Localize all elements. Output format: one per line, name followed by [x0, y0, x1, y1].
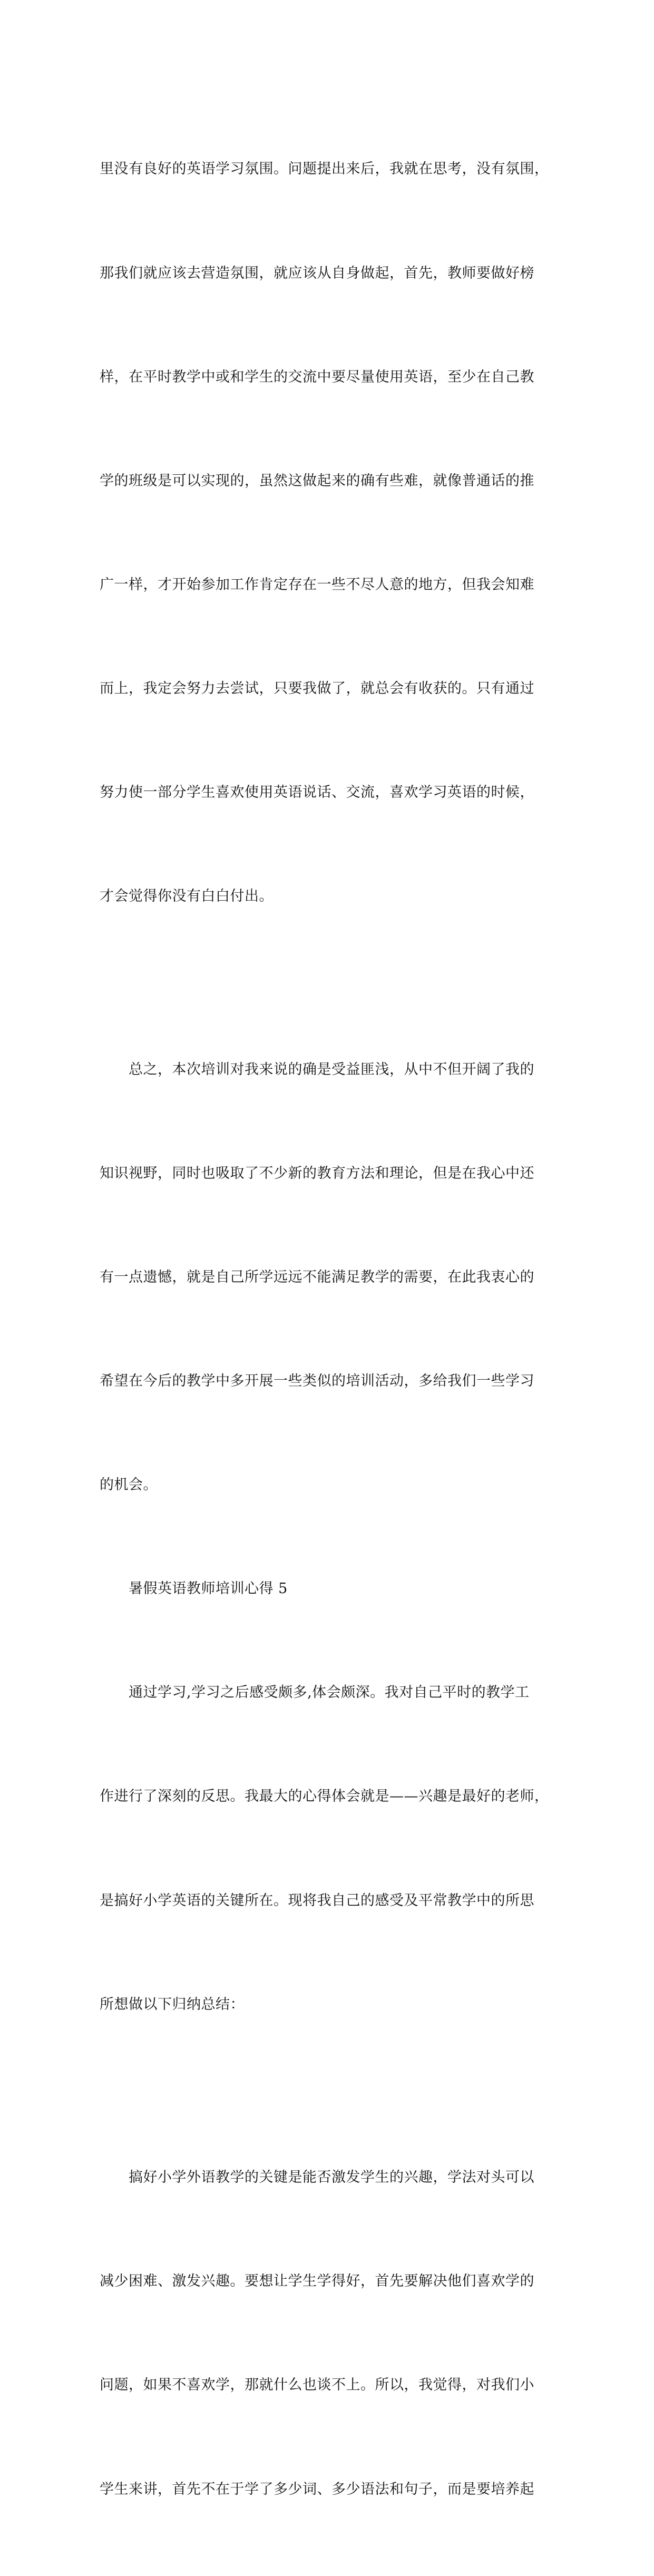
text-line: 减少困难、激发兴趣。要想让学生学得好，首先要解决他们喜欢学的 [100, 2273, 534, 2290]
text-line: 有一点遗憾，就是自己所学远远不能满足教学的需要，在此我衷心的 [100, 1269, 534, 1285]
text-line: 努力使一部分学生喜欢使用英语说话、交流，喜欢学习英语的时候， [100, 784, 534, 801]
text-line: 是搞好小学英语的关键所在。现将我自己的感受及平常教学中的所思 [100, 1892, 534, 1909]
text-line: 问题，如果不喜欢学，那就什么也谈不上。所以，我觉得，对我们小 [100, 2377, 534, 2394]
text-line: 学的班级是可以实现的，虽然这做起来的确有些难，就像普通话的推 [100, 472, 534, 489]
text-line: 样，在平时教学中或和学生的交流中要尽量使用英语，至少在自己教 [100, 368, 534, 385]
text-line: 学生来讲，首先不在于学了多少词、多少语法和句子，而是要培养起 [100, 2481, 534, 2497]
text-line: 总之，本次培训对我来说的确是受益匪浅，从中不但开阔了我的 [100, 1061, 534, 1078]
text-line: 而上，我定会努力去尝试，只要我做了，就总会有收获的。只有通过 [100, 680, 534, 697]
text-line: 希望在今后的教学中多开展一些类似的培训活动，多给我们一些学习 [100, 1373, 534, 1390]
document-body [100, 83, 558, 2576]
text-line: 作进行了深刻的反思。我最大的心得体会就是——兴趣是最好的老师， [100, 1788, 549, 1805]
paragraph-4 [100, 2091, 558, 2576]
text-line: 的机会。 [100, 1477, 158, 1494]
text-line: 所想做以下归纳总结： [100, 1996, 245, 2013]
text-line: 知识视野，同时也吸取了不少新的教育方法和理论，但是在我心中还 [100, 1165, 534, 1182]
text-line: 才会觉得你没有白白付出。 [100, 888, 274, 905]
text-line: 通过学习,学习之后感受颇多,体会颇深。我对自己平时的教学工 [100, 1684, 530, 1701]
paragraph-3 [100, 1606, 558, 2091]
section-heading: 暑假英语教师培训心得 5 [100, 1580, 288, 1597]
paragraph-2 [100, 983, 558, 1572]
text-line: 广一样，才开始参加工作肯定存在一些不尽人意的地方，但我会知难 [100, 576, 534, 593]
text-line: 搞好小学外语教学的关键是能否激发学生的兴趣，学法对头可以 [100, 2169, 534, 2186]
text-line: 里没有良好的英语学习氛围。问题提出来后，我就在思考，没有氛围， [100, 161, 549, 178]
text-line: 那我们就应该去营造氛围，就应该从自身做起，首先，教师要做好榜 [100, 265, 534, 281]
paragraph-1 [100, 83, 558, 983]
